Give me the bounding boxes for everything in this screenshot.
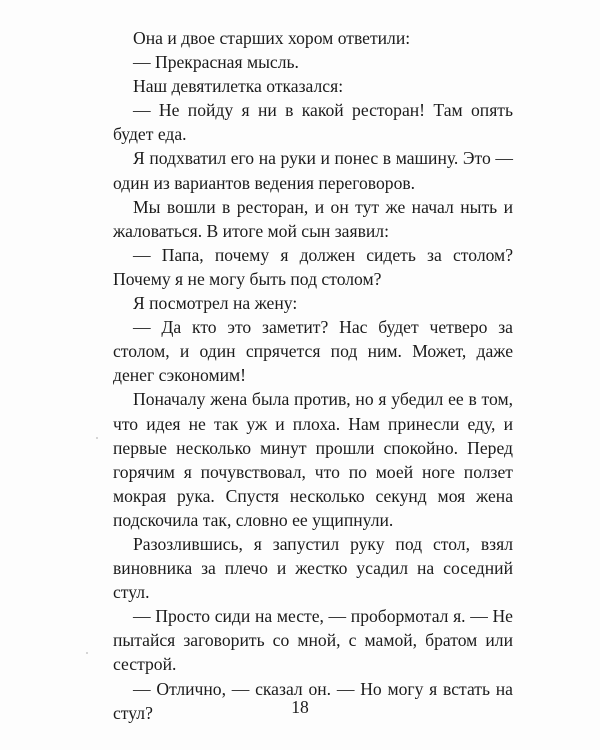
paragraph: Я подхватил его на руки и понес в машину. Это — один из вариантов ведения переговоров. xyxy=(113,148,513,193)
page-number: 18 xyxy=(291,697,309,717)
paragraph: — Не пойду я ни в какой ресторан! Там опять будет еда. xyxy=(113,100,513,145)
paragraph: Разозлившись, я запустил руку под стол, взял виновника за плечо и жестко усадил на соседний стул. xyxy=(113,533,513,603)
paragraph: — Прекрасная мысль. xyxy=(133,52,299,73)
paragraph: — Отлично, — сказал он. — Но могу я встать на стул? xyxy=(113,678,513,723)
page-text xyxy=(113,26,513,725)
paragraph: — Папа, почему я должен сидеть за столом? Почему я не могу быть под столом? xyxy=(113,244,513,289)
paragraph: Мы вошли в ресторан, и он тут же начал ныть и жаловаться. В итоге мой сын заявил: xyxy=(113,196,513,241)
paragraph: — Да кто это заметит? Нас будет четверо за столом, и один спрячется под ним. Может, даже денег сэкономим! xyxy=(113,317,513,386)
scan-speck xyxy=(96,437,98,439)
paragraph: Наш девятилетка отказался: xyxy=(133,76,344,97)
scan-speck xyxy=(86,652,88,654)
paragraph: — Просто сиди на месте, — пробормотал я. — Не пытайся заговорить со мной, с мамой, братом или сестрой. xyxy=(113,606,513,675)
paragraph: Я посмотрел на жену: xyxy=(133,293,298,314)
paragraph: Она и двое старших хором ответили: xyxy=(133,28,411,48)
paragraph: Поначалу жена была против, но я убедил ее в том, что идея не так уж и плоха. Нам принесли еду, и первые несколько минут прошли спокойно. Перед горячим я почувствовал, что по моей ноге ползет мокрая рука. Спустя несколько секунд моя жена подскочила так, словно ее ущипнули. xyxy=(113,389,513,530)
